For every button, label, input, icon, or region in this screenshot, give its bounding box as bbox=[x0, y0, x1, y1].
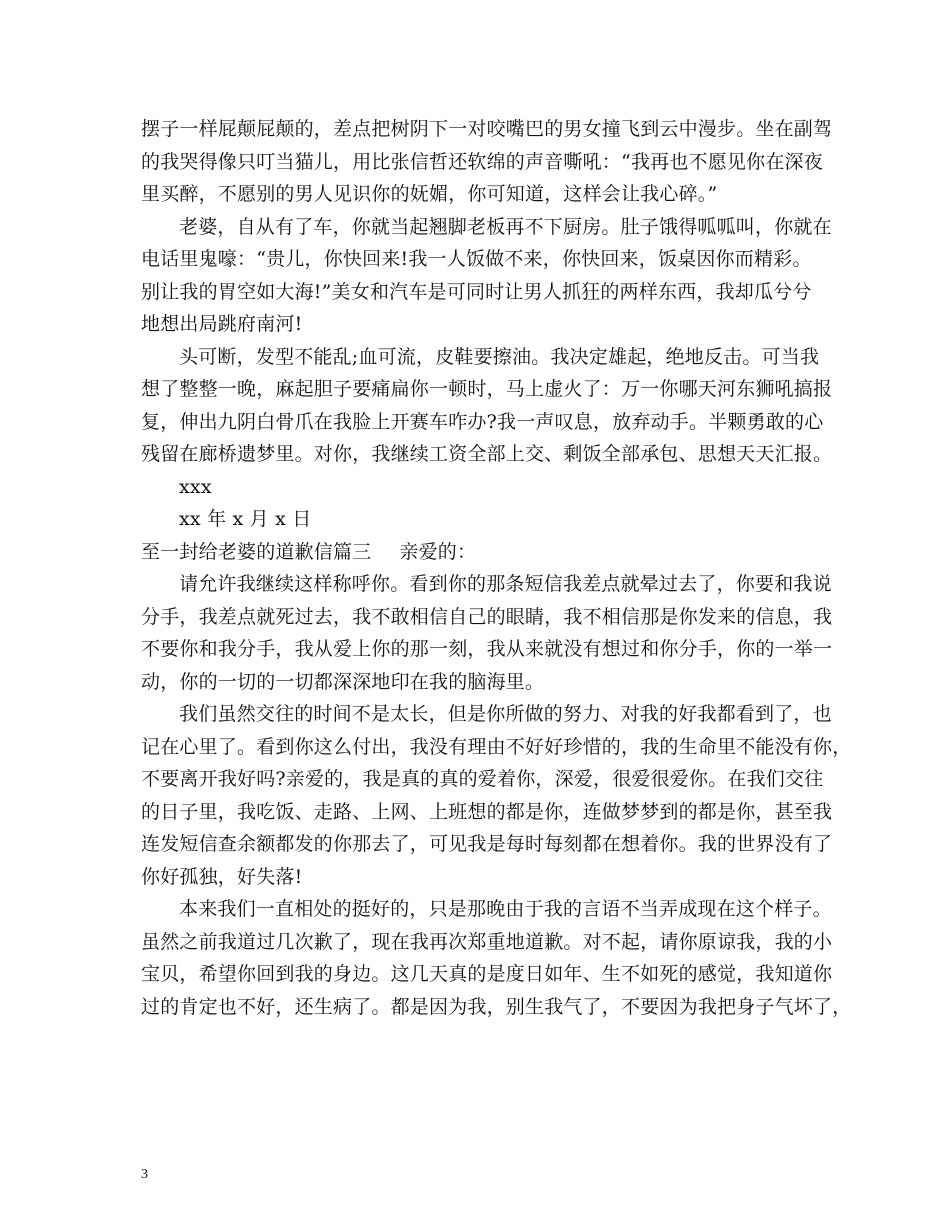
paragraph-line: 的日子里，我吃饭、走路、上网、上班想的都是你，连做梦梦到的都是你，甚至我 bbox=[141, 800, 833, 823]
paragraph-line: 本来我们一直相处的挺好的，只是那晚由于我的言语不当弄成现在这个样子。 bbox=[179, 898, 832, 920]
paragraph-line: 过的肯定也不好，还生病了。都是因为我，别生我气了，不要因为我把身子气坏了， bbox=[141, 995, 852, 1018]
paragraph-line: 请允许我继续这样称呼你。看到你的那条短信我差点就晕过去了，你要和我说 bbox=[179, 573, 832, 595]
salutation: 亲爱的： bbox=[399, 540, 477, 563]
paragraph-line: 我们虽然交往的时间不是太长，但是你所做的努力、对我的好我都看到了，也 bbox=[179, 703, 832, 725]
paragraph-line: 老婆，自从有了车，你就当起翘脚老板再不下厨房。肚子饿得呱呱叫，你就在 bbox=[179, 215, 832, 238]
paragraph-line: 分手，我差点就死过去，我不敢相信自己的眼睛，我不相信那是你发来的信息，我 bbox=[141, 605, 833, 628]
section-title: 至一封给老婆的道歉信篇三 bbox=[141, 540, 372, 563]
paragraph-line: 复，伸出九阴白骨爪在我脸上开赛车咋办?我一声叹息，放弃动手。半颗勇敢的心 bbox=[141, 410, 824, 433]
paragraph-line: 地想出局跳府南河! bbox=[141, 313, 303, 335]
signature: xxx bbox=[179, 475, 212, 498]
letter-body bbox=[141, 113, 852, 1023]
paragraph-line: 宝贝，希望你回到我的身边。这几天真的是度日如年、生不如死的感觉，我知道你 bbox=[141, 963, 833, 985]
paragraph-line: 头可断，发型不能乱;血可流，皮鞋要擦油。我决定雄起，绝地反击。可当我 bbox=[179, 345, 820, 368]
paragraph-line: 别让我的胃空如大海!”美女和汽车是可同时让男人抓狂的两样东西，我却瓜兮兮 bbox=[141, 280, 812, 303]
paragraph-line: 电话里鬼嚎：“贵儿，你快回来!我一人饭做不来，你快回来，饭桌因你而精彩。 bbox=[141, 248, 812, 270]
paragraph-line: 连发短信查余额都发的你那去了，可见我是每时每刻都在想着你。我的世界没有了 bbox=[141, 833, 833, 855]
paragraph-line: 残留在廊桥遗梦里。对你，我继续工资全部上交、剩饭全部承包、思想天天汇报。 bbox=[141, 443, 833, 465]
paragraph-line: 想了整整一晚，麻起胆子要痛扁你一顿时，马上虚火了：万一你哪天河东狮吼搞报 bbox=[141, 378, 833, 400]
paragraph-line: 你好孤独，好失落! bbox=[141, 865, 303, 888]
paragraph-line: 记在心里了。看到你这么付出，我没有理由不好好珍惜的，我的生命里不能没有你， bbox=[141, 735, 852, 758]
paragraph-line: 虽然之前我道过几次歉了，现在我再次郑重地道歉。对不起，请你原谅我，我的小 bbox=[141, 930, 833, 953]
paragraph-line: 动，你的一切的一切都深深地印在我的脑海里。 bbox=[141, 670, 545, 693]
paragraph-line: 的我哭得像只叮当猫儿，用比张信哲还软绵的声音嘶吼：“我再也不愿见你在深夜 bbox=[141, 150, 823, 173]
paragraph-line: 里买醉，不愿别的男人见识你的妩媚，你可知道，这样会让我心碎。” bbox=[141, 183, 718, 205]
date-line: xx 年 x 月 x 日 bbox=[179, 508, 312, 530]
page-number: 3 bbox=[141, 1167, 148, 1182]
paragraph-line: 不要你和我分手，我从爱上你的那一刻，我从来就没有想过和你分手，你的一举一 bbox=[141, 638, 833, 660]
section-heading-line bbox=[141, 536, 813, 569]
paragraph-line: 不要离开我好吗?亲爱的，我是真的真的爱着你，深爱，很爱很爱你。在我们交往 bbox=[141, 768, 824, 790]
paragraph-line: 摆子一样屁颠屁颠的，差点把树阴下一对咬嘴巴的男女撞飞到云中漫步。坐在副驾 bbox=[141, 118, 833, 140]
